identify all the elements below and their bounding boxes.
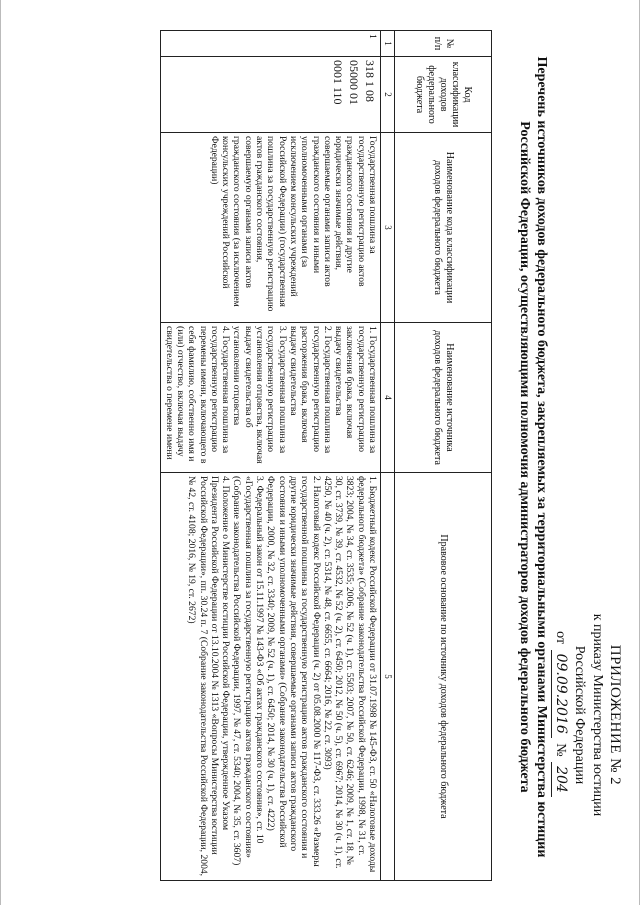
source-item: 4. Государственная пошлина за государственную регистрацию перемены имени, включающего в себя фамилию, собственно имя и (или) отчество, включая выдачу свидетельства о перемене имени <box>163 326 232 464</box>
appendix-title: ПРИЛОЖЕНИЕ № 2 <box>607 644 623 786</box>
legal-basis-item: 1. Бюджетный кодекс Российской Федерации от 31.07.1998 № 145-ФЗ, ст. 50 «Налоговые доходы федерального бюджета» (Собрание законодательства Российской Федерации, 1998, № 31, ст. 3823; 2004, № 34, ст. 3535; 2006, № 52 (ч. 1), ст. 5503; 2007, № 50, ст. 6246; 2009, № 1, ст. 18, № 30, ст. 3739, № 39, ст. 4532, № 52 (ч. 2), ст. 6450; 2012, № 50 (ч. 5), ст. 6967; 2014, № 30 (ч. 1), ст. 4250, № 40 (ч. 2), ст. 5314, № 48, ст. 6655, ст. 6664; 2016, № 22, ст. 3093) <box>321 476 378 873</box>
source-item: 2. Государственная пошлина за государственную регистрацию расторжения брака, включая выдачу свидетельства <box>287 326 333 454</box>
row-num: 1 <box>161 31 381 57</box>
legal-basis-item: 3. Федеральный закон от 15.11.1997 № 143-ФЗ «Об актах гражданского состояния», ст. 10 «Государственная пошлина за государственную регистрацию актов гражданского состояния» (Собрание законодательства Российской Федерации, 1997, № 47, ст. 5340; 2004, № 35, ст. 3607) <box>231 476 266 866</box>
table-header-row <box>395 31 492 881</box>
header-legal-basis: Правовое основание по источнику доходов федерального бюджета <box>395 473 492 881</box>
legal-basis-item: 4. Положение о Министерстве юстиции Российской Федерации, утвержденное Указом Президента Российской Федерации от 13.10.2004 № 1313 «Вопросы Министерства юстиции Российской Федерации», пп. 30.24 п. 7 (Собрание законодательства Российской Федерации, 2004, № 42, ст. 4108; 2016, № 19, ст. 2672) <box>186 476 232 877</box>
column-number: 2 <box>381 57 395 133</box>
date-prefix: от <box>553 631 568 645</box>
appendix-date-line <box>551 565 570 865</box>
column-number: 4 <box>381 323 395 473</box>
appendix-line-1: к приказу Министерства юстиции <box>590 613 605 817</box>
document-heading: Перечень источников доходов федерального бюджета, закрепляемых за территориальными органами Министерства юстиции Российской Федерации, осуществляющими полномочия администраторов доходов федерального бюджета <box>517 56 549 858</box>
header-code: Код классификации доходов федерального бюджета <box>395 57 492 133</box>
number-prefix: № <box>553 743 568 757</box>
row-legal-basis <box>161 473 381 881</box>
number-value: 204 <box>551 762 570 797</box>
header-source: Наименование источника доходов федерального бюджета <box>395 323 492 473</box>
appendix-line-2: Российской Федерации <box>572 645 587 785</box>
column-number: 5 <box>381 473 395 881</box>
table-row <box>161 31 381 881</box>
revenue-table <box>160 30 492 881</box>
row-sources <box>161 323 381 473</box>
row-code: 318 1 08 05000 01 0001 110 <box>161 57 381 133</box>
row-code-name: Государственная пошлина за государственную регистрацию актов гражданского состояния и другие юридически значимые действия, совершаемые органами записи актов гражданского состояния и иными уполномоченными органами (за исключением консульских учреждений Российской Федерации) (государственная пошлина за государственную регистрацию актов гражданского состояния, совершаемую органами записи актов гражданского состояния (за исключением консульских учреждений Российской Федерации) <box>161 133 381 323</box>
appendix-block <box>551 565 624 865</box>
column-number: 1 <box>381 31 395 57</box>
header-code-name: Наименование кода классификации доходов федерального бюджета <box>395 133 492 323</box>
source-item: 1. Государственная пошлина за государственную регистрацию заключения брака, включая выдачу свидетельства <box>333 326 378 454</box>
legal-basis-item: 2. Налоговый кодекс Российской Федерации (ч. 2) от 05.08.2000 № 117-ФЗ, ст. 333.26 «Размеры государственной пошлины за государственную регистрацию актов гражданского состояния и другие юридически значимые действия, совершаемые органами записи актов гражданского состояния и иными уполномоченными органами» (Собрание законодательства Российской Федерации, 2000, № 32, ст. 3340; 2009, № 52 (ч. 1), ст. 6450; 2014, № 30 (ч. 1), ст. 4222) <box>265 476 322 867</box>
column-number-row <box>381 31 395 881</box>
header-num: № п/п <box>395 31 492 57</box>
date-value: 09.09.2016 <box>551 650 570 738</box>
column-number: 3 <box>381 133 395 323</box>
source-item: 3. Государственная пошлина за государственную регистрацию установления отцовства, включая выдачу свидетельства об установлении отцовства <box>231 326 288 464</box>
